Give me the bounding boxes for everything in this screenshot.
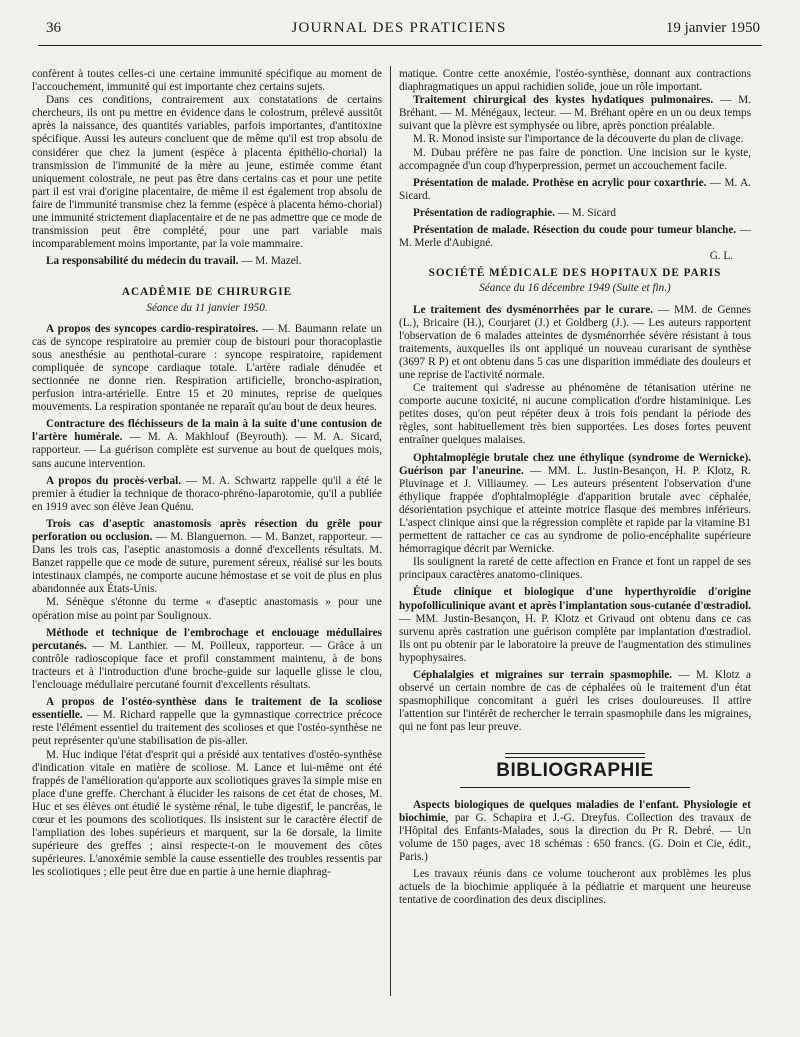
article: A propos des syncopes cardio-respiratoires. — M. Baumann relate un cas de syncope respiratoire au premier coup de bistouri pour thoracoplastie sous anesthésie au penthotal-curare : syncope respiratoire, rapidement compliquée de syncope cardiaque totale. L'artère radiale dénudée et sectionnée ne donne rien. Respiration artificielle, broncho-aspiration, perfusion intra-artérielle. Entre 15 et 20 minutes, reprise de quelques mouvements. La respiration spontanée ne reparaît qu'au bout de deux heures. [32, 322, 382, 414]
journal-title: JOURNAL DES PRATICIENS [291, 20, 507, 36]
left-column [32, 68, 382, 879]
section-heading-academie: ACADÉMIE DE CHIRURGIE [121, 286, 293, 299]
bibliographie-heading: BIBLIOGRAPHIE [496, 759, 654, 781]
article: Présentation de malade. Résection du coude pour tumeur blanche. — M. Merle d'Aubigné. [399, 224, 751, 250]
article: Traitement chirurgical des kystes hydatiques pulmonaires. — M. Bréhant. — M. Ménégaux, lecteur. — M. Bréhant opère en un ou deux temps suivant que la plèvre est symphysée ou libre, après ponction préalable. [399, 94, 751, 133]
paragraph: M. Sénèque s'étonne du terme « d'aseptic anastomasis » pour une opération mise au point par Soulignoux. [32, 596, 382, 622]
article: Céphalalgies et migraines sur terrain spasmophile. — M. Klotz a observé un certain nombre de cas de céphalées où le traitement d'un état spasmophilique concomitant a guéri les crises douloureuses. Il attire l'attention sur l'intérêt de rechercher le terrain spasmophile dans les migraines, qui ne font pas leur preuve. [399, 669, 751, 734]
article: Étude clinique et biologique d'une hyperthyroïdie d'origine hypofolliculinique avant et après l'implantation sous-cutanée d'œstradiol. — MM. Justin-Besançon, H. P. Klotz et Grivaud ont obtenu dans ce cas survenu après castration une guérison complète par implantation d'œstradiol. Ils ont pu obtenir par le laboratoire la preuve de l'augmentation des stimulines hypophysaires. [399, 586, 751, 664]
section-subheading: Séance du 16 décembre 1949 (Suite et fin.) [479, 282, 671, 295]
paragraph: matique. Contre cette anoxémie, l'ostéo-synthèse, donnant aux contractions diaphragmatiques un appui rachidien solide, joue un rôle important. [399, 68, 751, 94]
page-number: 36 [46, 20, 61, 36]
paragraph: Ce traitement qui s'adresse au phénomène de tétanisation utérine ne comporte aucune toxicité, ni aucune complication d'ordre histaminique. Les petites doses, qu'on peut répéter deux à trois fois pendant la période des règles, sont habituellement très bien supportées. Les doses fortes peuvent entraîner quelques malaises. [399, 382, 751, 447]
article: Ophtalmoplégie brutale chez une éthylique (syndrome de Wernicke). Guérison par l'aneurine. — MM. L. Justin-Besançon, H. P. Klotz, R. Pluvinage et J. Villiaumey. — Les auteurs présentent l'observation d'une éthylique frappée d'ophtalmoplégie d'apparition brutale avec céphalée, désorientation psychique et atteinte motrice flasque des membres inférieurs. L'aspect clinique ainsi que la régression complète et rapide par la vitamine B1 permettent de rattacher ce cas au syndrome de polio-encéphalite supérieure hémorragique décrit par Wernicke. [399, 451, 751, 556]
paragraph: M. Huc indique l'état d'esprit qui a présidé aux tentatives d'ostéo-synthèse d'indication vitale en matière de scoliose. M. Lance et lui-même ont été frappés de l'amélioration qu'apporte aux scoliotiques graves la simple mise en place d'une greffe. Cherchant à élucider les raisons de cet état de choses, M. Huc et ses élèves ont étudié le système rénal, le tube digestif, le pancréas, le cœur et les poumons des scoliotiques. Ils insistent sur le caractère électif de l'ampliation des lobes supérieurs et marquent, sur la 6e dorsale, la limite supérieure des greffes ; ainsi respecte-t-on le mouvement des côtes supérieures. L'anoxémie semble la cause essentielle des troubles ressentis par les scoliotiques ; elle peut être due en partie à une hernie diaphrag- [32, 748, 382, 879]
header-rule [38, 45, 762, 46]
column-divider [390, 66, 391, 996]
article: Méthode et technique de l'embrochage et enclouage médullaires percutanés. — M. Lanthier. — M. Poilleux, rapporteur. — Grâce à un contrôle radioscopique face et profil constamment maintenu, à de bons tracteurs et à l'introduction d'une broche-guide sur laquelle glisse le clou, l'enclouage médullaire percutané fournit d'excellents résultats. [32, 626, 382, 692]
article: A propos du procès-verbal. — M. A. Schwartz rappelle qu'il a été le premier à étudier la technique de thoraco-phréno-laparotomie, qu'il a publiée en 1919 avec son élève Jean Quénu. [32, 474, 382, 513]
right-column [399, 68, 751, 907]
paragraph: Les travaux réunis dans ce volume toucheront aux problèmes les plus actuels de la biochimie appliquée à la pédiatrie et marquent une heureuse tentative de coordination des deux disciplines. [399, 868, 751, 907]
paragraph: confèrent à toutes celles-ci une certaine immunité spécifique au moment de l'accouchement, immunité qui est importante chez certains sujets. [32, 68, 382, 94]
article: Contracture des fléchisseurs de la main à la suite d'une contusion de l'artère humérale. — M. A. Makhlouf (Beyrouth). — M. A. Sicard, rapporteur. — La guérison complète est survenue au bout de quelques mois, sans aucune intervention. [32, 418, 383, 470]
signature: G. L. [709, 250, 733, 263]
article: Trois cas d'aseptic anastomosis après résection du grêle pour perforation ou occlusion. — M. Blanguernon. — M. Banzet, rapporteur. — Dans les trois cas, l'aseptic anastomosis a donné d'excellents résultats. M. Banzet rappelle que ce mode de suture, purement séreux, réalisé sur les bouts intestinaux clampés, ne comporte aucune hémostase et se voit de plus en plus abandonnée aux États-Unis. [32, 517, 382, 596]
paragraph: M. Dubau préfère ne pas faire de ponction. Une incision sur le kyste, accompagnée d'un coup d'hyperpression, permet un accouchement facile. [399, 146, 751, 172]
issue-date: 19 janvier 1950 [665, 20, 760, 36]
book-entry: Aspects biologiques de quelques maladies de l'enfant. Physiologie et biochimie, par G. Schapira et J.-G. Dreyfus. Collection des travaux de l'Hôpital des Enfants-Malades, sous la direction du Pr R. Debré. — Un volume de 150 pages, avec 18 schémas : 650 francs. (G. Doin et Cie, édit., Paris.) [399, 798, 751, 863]
paragraph: La responsabilité du médecin du travail. — M. Mazel. [46, 255, 302, 268]
paragraph: Dans ces conditions, contrairement aux constatations de certains chercheurs, ils ont pu mettre en évidence dans le colostrum, prélevé aussitôt après la naissance, des quantités variables, parfois importantes, d'antitoxine spécifique. Aussi les auteurs concluent que de même qu'il est trop absolu de considérer que chez la jument (espèce à placenta épithélio-chorial) la transmission de l'immunité de la mère au jeune, estimée comme étant uniquement colostrale, ne peut pas être dans certains cas et pour une petite part il est vrai d'origine placentaire, de même il est également trop absolu de faire de l'immunité transmise chez la femme (espèce à placenta hémo-chorial) une immunité strictement diaplacentaire et de ne pas admettre que ce mode de transmission peut être complété, pour une part variable mais incomparablement moins importante, par la voie mammaire. [32, 94, 382, 251]
article: Présentation de radiographie. — M. Sicard [413, 206, 616, 219]
section-subheading: Séance du 11 janvier 1950. [146, 301, 268, 314]
article: Présentation de malade. Prothèse en acrylic pour coxarthrie. — M. A. Sicard. [399, 176, 751, 202]
paragraph: M. R. Monod insiste sur l'importance de la découverte du plan de clivage. [413, 133, 744, 146]
article: Le traitement des dysménorrhées par le curare. — MM. de Gennes (L.), Bricaire (H.), Courjaret (J.) et Goldberg (J.). — Les auteurs rapportent l'observation de 6 malades atteintes de dysménorrhée sévère résistant à tous traitements, auxquelles ils ont appliqué un nouveau curarisant de synthèse (3697 R P) et ont obtenu dans 5 cas une disparition immédiate des douleurs et une reprise de l'activité normale. [399, 303, 751, 381]
biblio-rule [460, 787, 690, 789]
article: A propos de l'ostéo-synthèse dans le traitement de la scoliose essentielle. — M. Richard rappelle que la gymnastique correctrice précoce reste l'élément essentiel du traitement des scolioses et que l'ostéo-synthèse ne peut représenter qu'une stabilisation de pis-aller. [32, 696, 382, 748]
biblio-rule [505, 753, 645, 758]
page-header [38, 22, 760, 42]
section-heading-societe: SOCIÉTÉ MÉDICALE DES HOPITAUX DE PARIS [428, 267, 722, 280]
paragraph: Ils soulignent la rareté de cette affection en France et font un rappel de ses principaux caractères anatomo-cliniques. [399, 556, 751, 582]
